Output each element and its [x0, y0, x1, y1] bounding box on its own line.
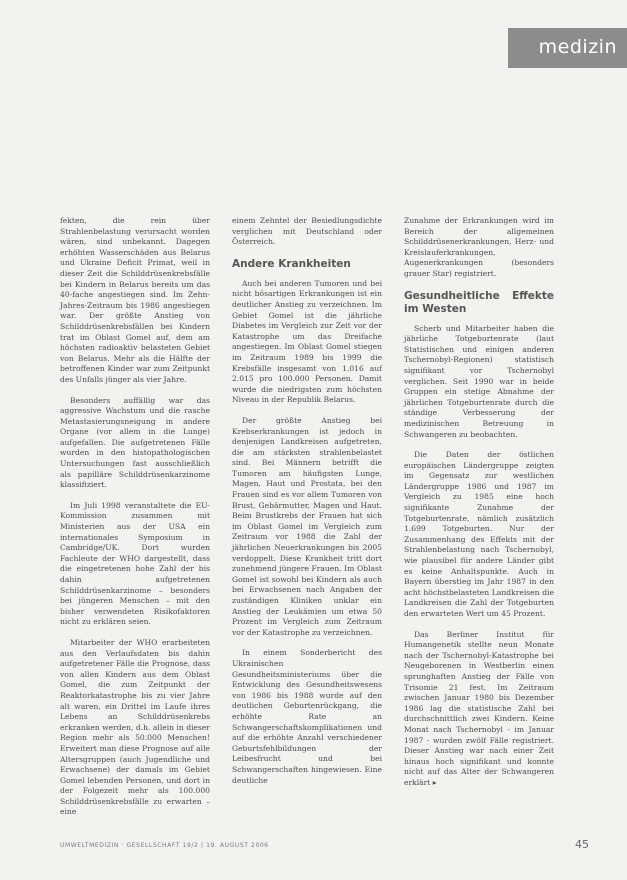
paragraph: In einem Sonderbericht des Ukrainischen Gesundheitsministeriums über die Entwicklung des Gesundheitswesens von 1986 bis 1988 wurde auf den deutlichen Geburtenrückgang, die erhöhte Rate an Schwangerschaftskomplikationen und auf die erhöhte Anzahl verschiedener Geburtsfehlbildungen der Leibesfrucht und bei Schwangerschaften hingewiesen. Eine deutliche [232, 648, 382, 785]
text-column-2 [232, 216, 382, 796]
paragraph: Die Daten der östlichen europäischen Ländergruppe zeigten im Gegensatz zur westlichen Ländergruppe 1986 und 1987 im Vergleich zu 1985 eine hoch signifikante Zunahme der Totgeburtenrate, nämlich zusätzlich 1.699 Totgeburten. Nur der Zusammenhang des Effekts mit der Strahlenbelastung nach Tschernobyl, wie plausibel für andere Länder gibt es keine Anhaltspunkte. Auch in Bayern überstieg im Jahr 1987 in den acht höchstbelasteten Landkreisen die Landkreisen die Zahl der Totgeburten den erwarteten Wert um 45 Prozent. [404, 450, 554, 618]
paragraph [404, 630, 554, 789]
paragraph: Scherb und Mitarbeiter haben die jährliche Totgeburtenrate (laut Statistischen und einigen anderen Tschernobyl-Regionen) statistisch signifikant vor Tschernobyl verglichen. Seit 1990 war in beide Gruppen ein stetige Abnahme der jährlichen Totgeburtenrate durch die ständige Verbesserung der medizinischen Betreuung in Schwangeren zu beobachten. [404, 323, 554, 439]
paragraph-text: Das Berliner Institut für Humangenetik stellte neun Monate nach der Tschernobyl-Katastrophe bei Neugeborenen in Westberlin einen sprunghaften Anstieg der Fälle von Trisomie 21 fest. Im Zeitraum zwischen Januar 1980 bis Dezember 1986 lag die statistische Zahl bei durchschnittlich zwei Kindern. Keine Monat nach Tschernobyl - im Januar 1987 - wurden zwölf Fälle registriert. Dieser Anstieg war nach einer Zeit hinaus hoch signifikant und konnte nicht auf das Alter der Schwangeren erklärt [404, 629, 554, 787]
journal-footer: UMWELTMEDIZIN · GESELLSCHAFT 19/2 | 19. AUGUST 2006 [60, 842, 269, 849]
paragraph: Zunahme der Erkrankungen wird im Bereich der allgemeinen Schilddrüsenerkrankungen, Herz- und Kreislauferkrankungen, Augenerkrankungen (besonders grauer Star) registriert. [404, 216, 554, 278]
text-column-1 [60, 216, 210, 828]
text-column-3 [404, 216, 554, 799]
paragraph: Mitarbeiter der WHO erarbeiteten aus den Verlaufsdaten bis dahin aufgetretener Fälle die Prognose, dass von allen Kindern aus dem Oblast Gomel, die zum Zeitpunkt der Reaktorkatastrophe bis zu vier Jahre alt waren, ein Drittel im Laufe ihres Lebens an Schilddrüsenkrebs erkranken werden, d.h. allein in dieser Region mehr als 50.000 Menschen! Erweitert man diese Prognose auf alle Altersgruppen (auch Jugendliche und Erwachsene) der damals im Gebiet Gomel lebenden Personen, und dort in der Folgezeit mehr als 100.000 Schilddrüsenkrebsfälle zu erwarten – eine [60, 637, 211, 817]
section-tab [508, 28, 627, 68]
paragraph: Im Juli 1998 veranstaltete die EU-Kommission zusammen mit Ministerien aus der USA ein internationales Symposium in Cambridge/UK. Dort wurden Fachleute der WHO dargestellt, dass die eingetretenen hohe Zahl der bis dahin aufgetretenen Schilddrüsenkarzinome – besonders bei jüngeren Menschen – mit den bisher verwendeten Risikofaktoren nicht zu erklären seien. [60, 500, 210, 627]
section-heading: Andere Krankheiten [232, 257, 351, 270]
section-heading: Gesundheitliche Effekte im Westen [404, 289, 554, 315]
page-number: 45 [575, 838, 589, 851]
paragraph: Besonders auffällig war das aggressive Wachstum und die rasche Metastasierungsneigung in andere Organe (vor allem in die Lunge) aufgefallen. Die aufgetretenen Fälle wurden in den histopathologischen Untersuchungen fast ausschließlich als papilläre Schilddrüsenkarzinome klassifiziert. [60, 395, 210, 490]
paragraph: einem Zehntel der Besiedlungsdichte verglichen mit Deutschland oder Österreich. [232, 216, 382, 247]
paragraph: Der größte Anstieg bei Krebserkrankungen ist jedoch in denjenigen Landkreisen aufgetreten, die am stärksten strahlenbelastet sind. Bei Männern betrifft die Tumoren am häufigsten Lunge, Magen, Haut und Prostata, bei den Frauen sind es vor allem Tumoren von Brust, Gebärmutter, Magen und Haut. Beim Brustkrebs der Frauen hat sich im Oblast Gomel im Vergleich zum Zeitraum vor 1988 die Zahl der jährlichen Neuerkrankungen bis 2005 verdoppelt. Diese Krankheit tritt dort zunehmend jüngere Frauen. Im Oblast Gomel ist sowohl bei Kindern als auch bei Erwachsenen nach Angaben der zuständigen Kliniken unklar ein Anstieg der Leukämien um etwa 50 Prozent im Vergleich zum Zeitraum vor der Katastrophe zu verzeichnen. [232, 415, 382, 637]
paragraph: Auch bei anderen Tumoren und bei nicht bösartigen Erkrankungen ist ein deutlicher Anstieg zu verzeichnen. Im Gebiet Gomel ist die jährliche Diabetes im Vergleich zur Zeit vor der Katastrophe um das Dreifache angestiegen. Im Oblast Gomel stiegen im Zeitraum 1989 bis 1999 die Krebsfälle insgesamt von 1.016 auf 2.015 pro 100.000 Personen. Damit wurde die niedrigsten zum höchsten Niveau in der Republik Belarus. [232, 278, 382, 405]
section-tab-label: medizin [538, 36, 617, 58]
paragraph: fekten, die rein über Strahlenbelastung verursacht worden wären, sind unbekannt. Dagegen erhöhten Wasserschäden aus Belarus und Ukraine Deficit Primat, weil in dieser Zeit die Schilddrüsenkrebsfälle bei Kindern in Belarus bereits um das 40-fache angestiegen sind. Im Zehn-Jahres-Zeitraum bis 1986 angestiegen war. Der größte Anstieg von Schilddrüsenkrebsfällen bei Kindern trat im Oblast Gomel auf, dem am höchsten radioaktiv belasteten Gebiet von Belarus. Mehr als die Hälfte der betroffenen Kinder war zum Zeitpunkt des Unfalls jünger als vier Jahre. [60, 216, 210, 384]
article-end-marker: ▸ [432, 777, 437, 787]
